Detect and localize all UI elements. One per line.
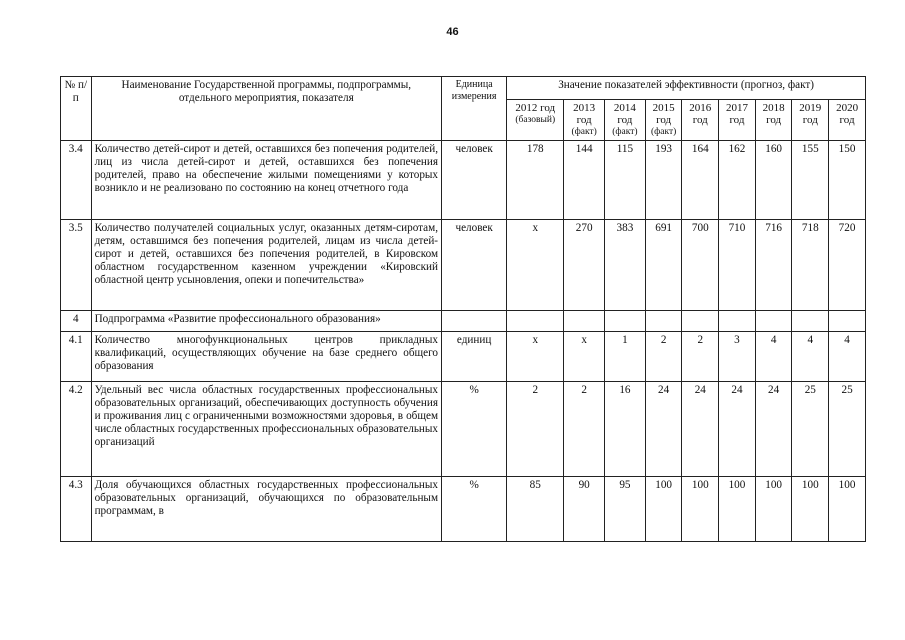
table-row xyxy=(61,141,866,220)
row-value: 2 xyxy=(682,332,719,382)
row-value: 162 xyxy=(719,141,756,220)
row-unit xyxy=(442,311,507,332)
row-num: 4.1 xyxy=(61,332,92,382)
year-header xyxy=(645,100,682,141)
row-unit: % xyxy=(442,477,507,542)
table-row xyxy=(61,477,866,542)
row-unit: человек xyxy=(442,141,507,220)
row-value xyxy=(605,311,646,332)
year-header xyxy=(719,100,756,141)
row-value: 716 xyxy=(755,220,792,311)
row-name: Количество детей-сирот и детей, оставшихся без попечения родителей, лиц из числа детей-сирот и детей, оставшихся без попечения родителей, право на обеспечение жилыми помещениями у которых возникло и не реализовано по состоянию на конец отчетного года xyxy=(91,141,441,220)
row-value: х xyxy=(507,220,564,311)
table-row xyxy=(61,220,866,311)
row-value: 710 xyxy=(719,220,756,311)
row-value: 24 xyxy=(645,382,682,477)
row-num: 4.2 xyxy=(61,382,92,477)
row-num: 3.4 xyxy=(61,141,92,220)
row-value: 90 xyxy=(564,477,605,542)
row-value: 383 xyxy=(605,220,646,311)
year-label: 2017 год xyxy=(725,102,748,126)
row-value: 155 xyxy=(792,141,829,220)
row-value: 4 xyxy=(829,332,866,382)
row-value xyxy=(719,311,756,332)
row-value: 100 xyxy=(645,477,682,542)
header-unit: Единица измерения xyxy=(442,77,507,141)
year-label: 2020 год xyxy=(836,102,859,126)
row-name: Количество многофункциональных центров прикладных квалификаций, осуществляющих обучение на базе среднего общего образования xyxy=(91,332,441,382)
year-header xyxy=(605,100,646,141)
year-header xyxy=(682,100,719,141)
year-header xyxy=(829,100,866,141)
row-value: 270 xyxy=(564,220,605,311)
row-value: 4 xyxy=(755,332,792,382)
row-value xyxy=(792,311,829,332)
year-label: 2016 год xyxy=(689,102,712,126)
row-value: 193 xyxy=(645,141,682,220)
row-value: х xyxy=(507,332,564,382)
row-value: 16 xyxy=(605,382,646,477)
row-value: 2 xyxy=(564,382,605,477)
year-label: 2014 год xyxy=(613,102,636,126)
header-name: Наименование Государственной программы, подпрограммы, отдельного мероприятия, показателя xyxy=(91,77,441,141)
row-value: 95 xyxy=(605,477,646,542)
row-unit: человек xyxy=(442,220,507,311)
header-row xyxy=(61,77,866,100)
row-value: 115 xyxy=(605,141,646,220)
row-value: 160 xyxy=(755,141,792,220)
row-value: х xyxy=(564,332,605,382)
year-note: (факт) xyxy=(650,127,677,137)
row-name: Подпрограмма «Развитие профессионального образования» xyxy=(91,311,441,332)
row-value: 150 xyxy=(829,141,866,220)
year-note: (факт) xyxy=(612,127,638,137)
year-label: 2015 год xyxy=(652,102,675,126)
indicators-table xyxy=(60,76,866,542)
row-value xyxy=(829,311,866,332)
row-name: Доля обучающихся областных государственных профессиональных образовательных организаций, обучающихся по образовательным программам, в xyxy=(91,477,441,542)
row-num: 4.3 xyxy=(61,477,92,542)
row-value: 3 xyxy=(719,332,756,382)
row-name: Удельный вес числа областных государственных профессиональных образовательных организаций, обеспечивающих доступность обучения и проживания лиц с ограниченными возможностями здоровья, в общем числе областных государственных профессиональных образовательных организаций xyxy=(91,382,441,477)
row-value: 24 xyxy=(682,382,719,477)
year-header xyxy=(507,100,564,141)
year-label: 2018 год xyxy=(762,102,785,126)
row-value xyxy=(755,311,792,332)
page-number: 46 xyxy=(446,26,459,38)
row-value: 24 xyxy=(719,382,756,477)
year-header xyxy=(755,100,792,141)
table-row xyxy=(61,332,866,382)
year-label: 2013 год xyxy=(573,102,596,126)
row-value: 718 xyxy=(792,220,829,311)
row-value xyxy=(507,311,564,332)
row-value: 720 xyxy=(829,220,866,311)
year-note: (факт) xyxy=(571,127,597,137)
row-unit: % xyxy=(442,382,507,477)
row-value: 100 xyxy=(755,477,792,542)
row-value: 178 xyxy=(507,141,564,220)
row-value: 2 xyxy=(507,382,564,477)
header-values: Значение показателей эффективности (прогноз, факт) xyxy=(507,77,866,100)
row-value xyxy=(682,311,719,332)
row-value: 100 xyxy=(829,477,866,542)
row-value: 100 xyxy=(682,477,719,542)
year-label: 2012 год xyxy=(515,102,556,114)
year-note: (базовый) xyxy=(515,115,556,125)
row-value: 700 xyxy=(682,220,719,311)
year-header xyxy=(564,100,605,141)
year-header xyxy=(792,100,829,141)
row-unit: единиц xyxy=(442,332,507,382)
row-value: 25 xyxy=(792,382,829,477)
row-value: 24 xyxy=(755,382,792,477)
row-value: 4 xyxy=(792,332,829,382)
header-num: № п/п xyxy=(61,77,92,141)
row-value: 2 xyxy=(645,332,682,382)
row-value: 25 xyxy=(829,382,866,477)
row-num: 3.5 xyxy=(61,220,92,311)
row-num: 4 xyxy=(61,311,92,332)
year-label: 2019 год xyxy=(799,102,822,126)
row-value: 691 xyxy=(645,220,682,311)
row-value: 85 xyxy=(507,477,564,542)
row-value: 164 xyxy=(682,141,719,220)
row-value: 144 xyxy=(564,141,605,220)
table-row xyxy=(61,382,866,477)
row-name: Количество получателей социальных услуг, оказанных детям-сиротам, детям, оставшимся без попечения родителей, лицам из числа детей-сирот и детей, оставшихся без попечения родителей, в Кировском областном государственном казенном учреждении «Кировский областной центр усыновления, опеки и попечительства» xyxy=(91,220,441,311)
row-value xyxy=(645,311,682,332)
row-value: 100 xyxy=(792,477,829,542)
row-value xyxy=(564,311,605,332)
table-row xyxy=(61,311,866,332)
row-value: 100 xyxy=(719,477,756,542)
row-value: 1 xyxy=(605,332,646,382)
